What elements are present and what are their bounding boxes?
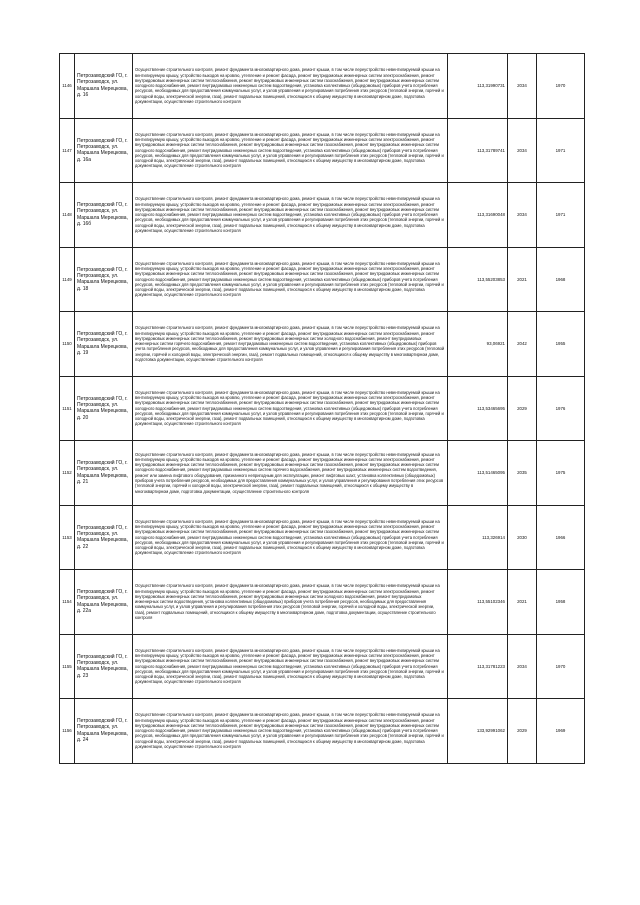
house-address: Петрозаводский ГО, г. Петрозаводск, ул. Маршала Мерецкова, д. 23 [75,634,133,699]
house-address: Петрозаводский ГО, г. Петрозаводск, ул. Маршала Мерецкова, д. 19 [75,312,133,377]
works-description: Осуществление строительного контроля, ремонт фундамента многоквартирного дома, ремонт крыши, в том числе переустройство невентилируемой крыши на вентилируемую крышу, устройство выходов на кровлю, утепление и ремонт фасада, ремонт внутридомовых инженерных систем электроснабжения, ремонт внутридомовых инженерных систем теплоснабжения, ремонт внутридомовых инженерных систем газоснабжения, ремонт внутридомовых инженерных систем холодного водоснабжения, ремонт внутридомовых инженерных систем водоотведения, установка коллективных (общедомовых) приборов учета потребления ресурсов, необходимых для предоставления коммунальных услуг, и узлов управления и регулирования потребления этих ресурсов (тепловой энергии, горячей и холодной воды, электрической энергии, газа), ремонт подвальных помещений, относящихся к общему имуществу в многоквартирном доме, подготовка документации, осуществление строительного контроля [133,634,448,699]
row-number: 1155 [60,634,75,699]
row-number: 1149 [60,247,75,312]
plan-year: 2035 [508,441,537,506]
house-address: Петрозаводский ГО, г. Петрозаводск, ул. Маршала Мерецкова, д. 21 [75,441,133,506]
built-year: 1970 [537,634,585,699]
plan-year: 2029 [508,376,537,441]
table-row [60,312,585,377]
works-description: Осуществление строительного контроля, ремонт фундамента многоквартирного дома, ремонт крыши, в том числе переустройство невентилируемой крыши на вентилируемую крышу, устройство выходов на кровлю, утепление и ремонт фасада, ремонт внутридомовых инженерных систем электроснабжения, ремонт внутридомовых инженерных систем теплоснабжения, ремонт внутридомовых инженерных систем газоснабжения, ремонт внутридомовых инженерных систем холодного водоснабжения, ремонт внутридомовых инженерных систем водоотведения, установка коллективных (общедомовых) приборов учета потребления ресурсов, необходимых для предоставления коммунальных услуг, и узлов управления и регулирования потребления этих ресурсов (тепловой энергии, горячей и холодной воды, электрической энергии, газа), ремонт подвальных помещений, относящихся к общему имуществу в многоквартирном доме, подготовка документации, осуществление строительного контроля [133,118,448,183]
row-number: 1151 [60,376,75,441]
table-row [60,441,585,506]
built-year: 1955 [537,312,585,377]
row-number: 1154 [60,570,75,635]
row-number: 1148 [60,183,75,248]
built-year: 1970 [537,54,585,119]
built-year: 1971 [537,118,585,183]
house-address: Петрозаводский ГО, г. Петрозаводск, ул. Маршала Мерецкова, д. 22а [75,570,133,635]
plan-year: 2034 [508,54,537,119]
house-address: Петрозаводский ГО, г. Петрозаводск, ул. Маршала Мерецкова, д. 16 [75,54,133,119]
cost-value: 93,06921 [448,312,508,377]
cost-value: 113,31690048 [448,183,508,248]
table-row [60,570,585,635]
cost-value: 113,55203853 [448,247,508,312]
cost-value: 113,31789741 [448,118,508,183]
plan-year: 2034 [508,634,537,699]
row-number: 1152 [60,441,75,506]
works-description: Осуществление строительного контроля, ремонт фундамента многоквартирного дома, ремонт крыши, в том числе переустройство невентилируемой крыши на вентилируемую крышу, устройство выходов на кровлю, утепление и ремонт фасада, ремонт внутридомовых инженерных систем электроснабжения, ремонт внутридомовых инженерных систем теплоснабжения, ремонт внутридомовых инженерных систем холодного водоснабжения, ремонт внутридомовых инженерных систем водоотведения, установка коллективных (общедомовых) приборов учета потребления ресурсов, необходимых для предоставления коммунальных услуг, и узлов управления и регулирования потребления этих ресурсов (тепловой энергии, горячей и холодной воды, электрической энергии, газа), ремонт подвальных помещений, относящихся к общему имуществу в многоквартирном доме, подготовка документации, осуществление строительного контроля [133,570,448,635]
works-description: Осуществление строительного контроля, ремонт фундамента многоквартирного дома, ремонт крыши, в том числе переустройство невентилируемой крыши на вентилируемую крышу, устройство выходов на кровлю, утепление и ремонт фасада, ремонт внутридомовых инженерных систем электроснабжения, ремонт внутридомовых инженерных систем теплоснабжения, ремонт внутридомовых инженерных систем газоснабжения, ремонт внутридомовых инженерных систем холодного водоснабжения, ремонт внутридомовых инженерных систем водоотведения, установка коллективных (общедомовых) приборов учета потребления ресурсов, необходимых для предоставления коммунальных услуг, и узлов управления и регулирования потребления этих ресурсов (тепловой энергии, горячей и холодной воды, электрической энергии, газа), ремонт подвальных помещений, относящихся к общему имуществу в многоквартирном доме, подготовка документации, осуществление строительного контроля [133,699,448,764]
works-description: Осуществление строительного контроля, ремонт фундамента многоквартирного дома, ремонт крыши, в том числе переустройство невентилируемой крыши на вентилируемую крышу, устройство выходов на кровлю, утепление и ремонт фасада, ремонт внутридомовых инженерных систем электроснабжения, ремонт внутридомовых инженерных систем теплоснабжения, ремонт внутридомовых инженерных систем холодного водоснабжения, ремонт внутридомовых инженерных систем горячего водоснабжения, ремонт внутридомовых инженерных систем водоотведения, установка коллективных (общедомовых) приборов учета потребления ресурсов, необходимых для предоставления коммунальных услуг, и узлов управления и регулирования потребления этих ресурсов (тепловой энергии, горячей и холодной воды, электрической энергии, газа), ремонт подвальных помещений, относящихся к общему имуществу в многоквартирном доме, подготовка документации, осуществление строительного контроля [133,312,448,377]
row-number: 1153 [60,505,75,570]
house-address: Петрозаводский ГО, г. Петрозаводск, ул. Маршала Мерецкова, д. 24 [75,699,133,764]
table-row [60,54,585,119]
table-row [60,118,585,183]
works-description: Осуществление строительного контроля, ремонт фундамента многоквартирного дома, ремонт крыши, в том числе переустройство невентилируемой крыши на вентилируемую крышу, устройство выходов на кровлю, утепление и ремонт фасада, ремонт внутридомовых инженерных систем электроснабжения, ремонт внутридомовых инженерных систем теплоснабжения, ремонт внутридомовых инженерных систем газоснабжения, ремонт внутридомовых инженерных систем холодного водоснабжения, ремонт внутридомовых инженерных систем водоотведения, установка коллективных (общедомовых) приборов учета потребления ресурсов, необходимых для предоставления коммунальных услуг, и узлов управления и регулирования потребления этих ресурсов (тепловой энергии, горячей и холодной воды, электрической энергии, газа), ремонт подвальных помещений, относящихся к общему имуществу в многоквартирном доме, подготовка документации, осуществление строительного контроля [133,247,448,312]
plan-year: 2029 [508,699,537,764]
works-description: Осуществление строительного контроля, ремонт фундамента многоквартирного дома, ремонт крыши, в том числе переустройство невентилируемой крыши на вентилируемую крышу, устройство выходов на кровлю, утепление и ремонт фасада, ремонт внутридомовых инженерных систем электроснабжения, ремонт внутридомовых инженерных систем теплоснабжения, ремонт внутридомовых инженерных систем газоснабжения, ремонт внутридомовых инженерных систем холодного водоснабжения, ремонт внутридомовых инженерных систем водоотведения, установка коллективных (общедомовых) приборов учета потребления ресурсов, необходимых для предоставления коммунальных услуг, и узлов управления и регулирования потребления этих ресурсов (тепловой энергии, горячей и холодной воды, электрической энергии, газа), ремонт подвальных помещений, относящихся к общему имуществу в многоквартирном доме, подготовка документации, осуществление строительного контроля [133,183,448,248]
row-number: 1146 [60,54,75,119]
works-description: Осуществление строительного контроля, ремонт фундамента многоквартирного дома, ремонт крыши, в том числе переустройство невентилируемой крыши на вентилируемую крышу, устройство выходов на кровлю, утепление и ремонт фасада, ремонт внутридомовых инженерных систем электроснабжения, ремонт внутридомовых инженерных систем теплоснабжения, ремонт внутридомовых инженерных систем газоснабжения, ремонт внутридомовых инженерных систем холодного водоснабжения, ремонт внутридомовых инженерных систем водоотведения, установка коллективных (общедомовых) приборов учета потребления ресурсов, необходимых для предоставления коммунальных услуг, и узлов управления и регулирования потребления этих ресурсов (тепловой энергии, горячей и холодной воды, электрической энергии, газа), ремонт подвальных помещений, относящихся к общему имуществу в многоквартирном доме, подготовка документации, осуществление строительного контроля [133,54,448,119]
house-address: Петрозаводский ГО, г. Петрозаводск, ул. Маршала Мерецкова, д. 16б [75,183,133,248]
plan-year: 2021 [508,570,537,635]
cost-value: 113,31990731 [448,54,508,119]
plan-year: 2021 [508,247,537,312]
works-description: Осуществление строительного контроля, ремонт фундамента многоквартирного дома, ремонт крыши, в том числе переустройство невентилируемой крыши на вентилируемую крышу, устройство выходов на кровлю, утепление и ремонт фасада, ремонт внутридомовых инженерных систем электроснабжения, ремонт внутридомовых инженерных систем теплоснабжения, ремонт внутридомовых инженерных систем газоснабжения, ремонт внутридомовых инженерных систем холодного водоснабжения, ремонт внутридомовых инженерных систем водоотведения, установка коллективных (общедомовых) приборов учета потребления ресурсов, необходимых для предоставления коммунальных услуг, и узлов управления и регулирования потребления этих ресурсов (тепловой энергии, горячей и холодной воды, электрической энергии, газа), ремонт подвальных помещений, относящихся к общему имуществу в многоквартирном доме, подготовка документации, осуществление строительного контроля [133,505,448,570]
plan-year: 2042 [508,312,537,377]
built-year: 1966 [537,505,585,570]
cost-value: 113,53465695 [448,376,508,441]
table-row [60,183,585,248]
built-year: 1975 [537,441,585,506]
built-year: 1969 [537,699,585,764]
table-row [60,247,585,312]
plan-year: 2030 [508,505,537,570]
row-number: 1147 [60,118,75,183]
row-number: 1156 [60,699,75,764]
repair-plan-table [59,53,585,764]
cost-value: 113,326914 [448,505,508,570]
plan-year: 2034 [508,183,537,248]
cost-value: 113,51465095 [448,441,508,506]
table-row [60,634,585,699]
built-year: 1968 [537,247,585,312]
table-row [60,505,585,570]
works-description: Осуществление строительного контроля, ремонт фундамента многоквартирного дома, ремонт крыши, в том числе переустройство невентилируемой крыши на вентилируемую крышу, устройство выходов на кровлю, утепление и ремонт фасада, ремонт внутридомовых инженерных систем электроснабжения, ремонт внутридомовых инженерных систем теплоснабжения, ремонт внутридомовых инженерных систем газоснабжения, ремонт внутридомовых инженерных систем холодного водоснабжения, ремонт внутридомовых инженерных систем горячего водоснабжения, ремонт внутридомовых инженерных систем водоотведения, ремонт или замена лифтового оборудования, признанного непригодным для эксплуатации, ремонт лифтовых шахт, установка коллективных (общедомовых) приборов учета потребления ресурсов, необходимых для предоставления коммунальных услуг, и узлов управления и регулирования потребления этих ресурсов (тепловой энергии, горячей и холодной воды, электрической энергии, газа), ремонт подвальных помещений, относящихся к общему имуществу в многоквартирном доме, подготовка документации, осуществление строительного контроля [133,441,448,506]
built-year: 1976 [537,376,585,441]
table-row [60,376,585,441]
house-address: Петрозаводский ГО, г. Петрозаводск, ул. Маршала Мерецкова, д. 16а [75,118,133,183]
cost-value: 133,92991062 [448,699,508,764]
built-year: 1958 [537,570,585,635]
row-number: 1150 [60,312,75,377]
built-year: 1971 [537,183,585,248]
house-address: Петрозаводский ГО, г. Петрозаводск, ул. Маршала Мерецкова, д. 18 [75,247,133,312]
cost-value: 113,31781223 [448,634,508,699]
cost-value: 113,55102346 [448,570,508,635]
house-address: Петрозаводский ГО, г. Петрозаводск, ул. Маршала Мерецкова, д. 22 [75,505,133,570]
plan-year: 2034 [508,118,537,183]
works-description: Осуществление строительного контроля, ремонт фундамента многоквартирного дома, ремонт крыши, в том числе переустройство невентилируемой крыши на вентилируемую крышу, устройство выходов на кровлю, утепление и ремонт фасада, ремонт внутридомовых инженерных систем электроснабжения, ремонт внутридомовых инженерных систем теплоснабжения, ремонт внутридомовых инженерных систем газоснабжения, ремонт внутридомовых инженерных систем холодного водоснабжения, ремонт внутридомовых инженерных систем водоотведения, установка коллективных (общедомовых) приборов учета потребления ресурсов, необходимых для предоставления коммунальных услуг, и узлов управления и регулирования потребления этих ресурсов (тепловой энергии, горячей и холодной воды, электрической энергии, газа), ремонт подвальных помещений, относящихся к общему имуществу в многоквартирном доме, подготовка документации, осуществление строительного контроля [133,376,448,441]
table-row [60,699,585,764]
house-address: Петрозаводский ГО, г. Петрозаводск, ул. Маршала Мерецкова, д. 20 [75,376,133,441]
